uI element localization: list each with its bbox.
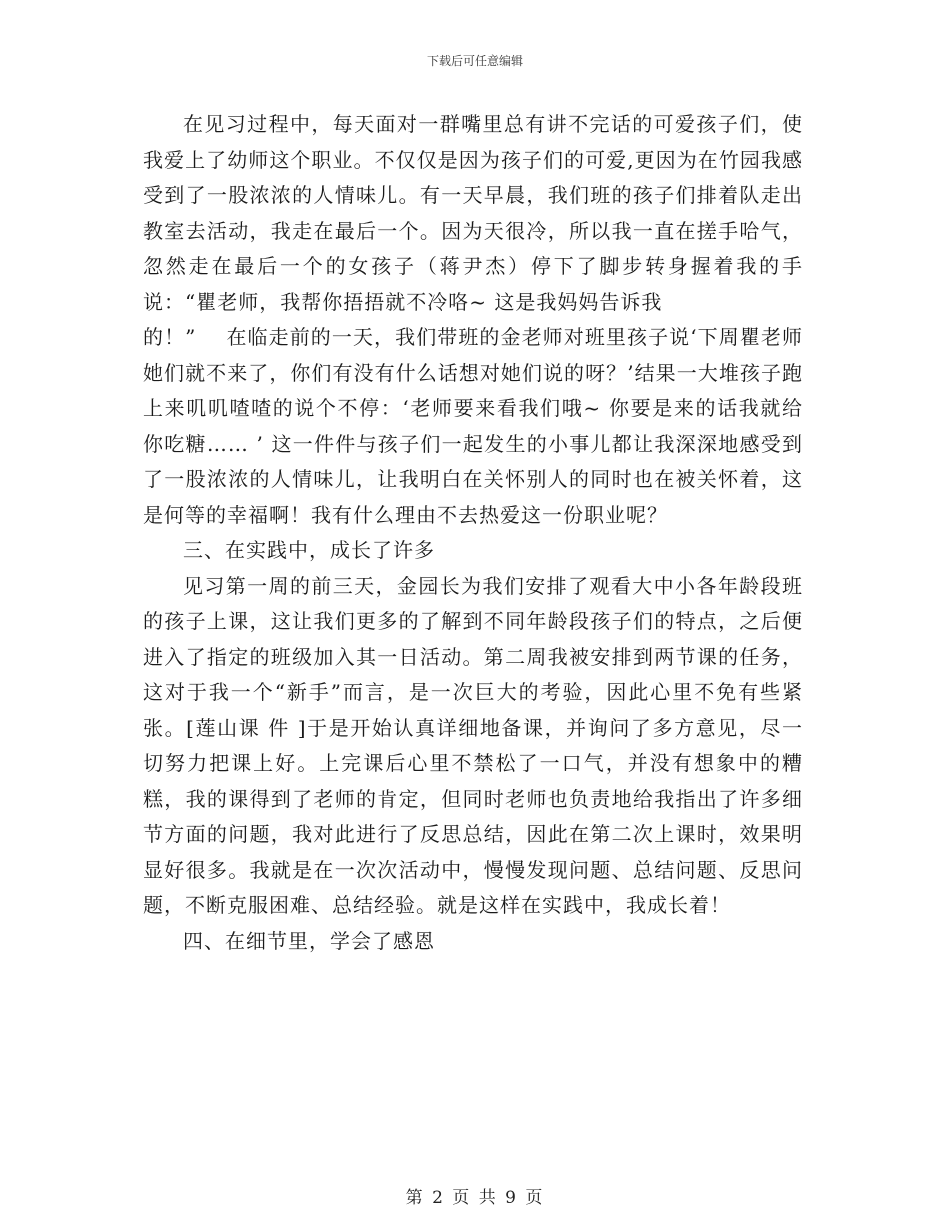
page-footer: 第 2 页 共 9 页	[405, 1188, 545, 1208]
paragraph-farewell-lead: 的！”	[143, 325, 197, 349]
paragraph-farewell-main: 在临走前的一天，我们带班的金老师对班里孩子说‘下周瞿老师她们就不来了，你们有没有什么话想对她们说的呀？’结果一大堆孩子跑上来叽叽喳喳的说个不停：‘老师要来看我们哦~ 你要是来的话我就给你吃糖…… ’ 这一件件与孩子们一起发生的小事儿都让我深深地感受到了一股浓浓的人情味儿，让我明白在关怀别人的同时也在被关怀着，这是何等的幸福啊！我有什么理由不去热爱这一份职业呢？	[143, 325, 803, 527]
section-heading-3: 三、在实践中，成长了许多	[183, 538, 435, 562]
section-heading-4: 四、在细节里，学会了感恩	[183, 928, 435, 953]
paragraph-practice: 见习第一周的前三天，金园长为我们安排了观看大中小各年龄段班的孩子上课，这让我们更多的了解到不同年龄段孩子们的特点，之后便进入了指定的班级加入其一日活动。第二周我被安排到两节课的任务，这对于我一个“新手”而言，是一次巨大的考验，因此心里不免有些紧张。[莲山课 件 ]于是开始认真详细地备课，并询问了多方意见，尽一切努力把课上好。上完课后心里不禁松了一口气，并没有想象中的糟糕，我的课得到了老师的肯定，但同时老师也负责地给我指出了许多细节方面的问题，我对此进行了反思总结，因此在第二次上课时，效果明显好很多。我就是在一次次活动中，慢慢发现问题、总结问题、反思问题，不断克服困难、总结经验。就是这样在实践中，我成长着！	[143, 573, 803, 917]
paragraph-internship-experience: 在见习过程中，每天面对一群嘴里总有讲不完话的可爱孩子们，使我爱上了幼师这个职业。不仅仅是因为孩子们的可爱,更因为在竹园我感受到了一股浓浓的人情味儿。有一天早晨，我们班的孩子们排着队走出教室去活动，我走在最后一个。因为天很冷，所以我一直在搓手哈气，忽然走在最后一个的女孩子（蒋尹杰）停下了脚步转身握着我的手说：“瞿老师，我帮你捂捂就不冷咯~ 这是我妈妈告诉我	[143, 112, 803, 314]
page-header: 下载后可任意编辑	[426, 54, 523, 68]
paragraph-farewell	[143, 320, 803, 533]
document-body	[143, 107, 803, 959]
